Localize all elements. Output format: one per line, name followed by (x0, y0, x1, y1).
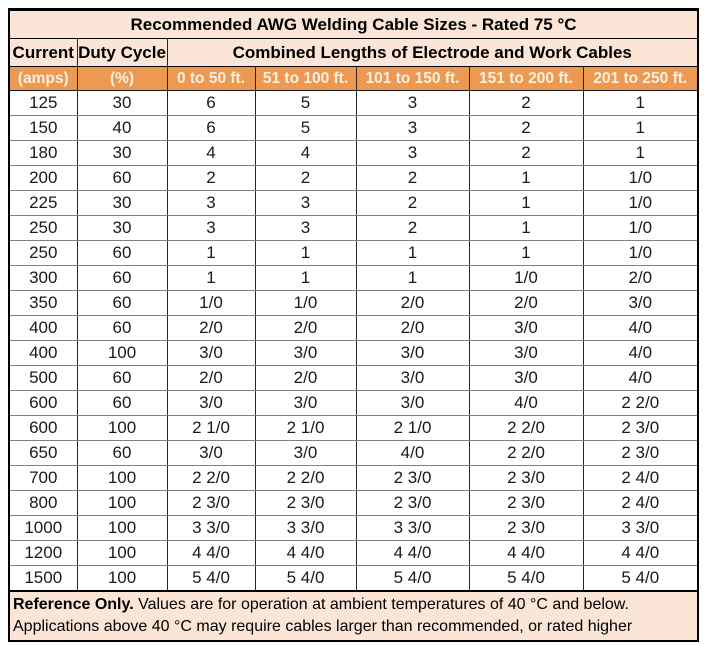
table-cell: 6 (167, 91, 255, 116)
table-row (10, 266, 697, 291)
table-cell: 1 (356, 266, 469, 291)
table-cell: 1/0 (469, 266, 583, 291)
table-cell: 2 3/0 (356, 491, 469, 516)
table-cell: 60 (77, 291, 167, 316)
table-cell: 1/0 (583, 241, 697, 266)
table-cell: 250 (10, 241, 77, 266)
col-header-duty-cycle: Duty Cycle (77, 39, 167, 67)
table-cell: 60 (77, 316, 167, 341)
table-cell: 2 1/0 (167, 416, 255, 441)
table-cell: 1 (167, 266, 255, 291)
table-row (10, 216, 697, 241)
table-row (10, 116, 697, 141)
table-row (10, 466, 697, 491)
table-cell: 4/0 (469, 391, 583, 416)
table-cell: 3 (255, 191, 356, 216)
table-cell: 100 (77, 541, 167, 566)
group-header-row (10, 39, 697, 67)
table-cell: 1000 (10, 516, 77, 541)
table-cell: 1/0 (167, 291, 255, 316)
table-cell: 2/0 (167, 316, 255, 341)
table-cell: 150 (10, 116, 77, 141)
table-cell: 1 (469, 216, 583, 241)
table-cell: 2/0 (255, 316, 356, 341)
table-cell: 1 (583, 116, 697, 141)
table-cell: 1 (469, 241, 583, 266)
table-cell: 2/0 (255, 366, 356, 391)
table-cell: 2 (469, 141, 583, 166)
table-row (10, 191, 697, 216)
table-cell: 2 3/0 (167, 491, 255, 516)
table-cell: 2 3/0 (356, 466, 469, 491)
table-cell: 1500 (10, 566, 77, 591)
unit-header-0-50ft: 0 to 50 ft. (167, 67, 255, 91)
table-cell: 2 (356, 191, 469, 216)
table-cell: 2/0 (583, 266, 697, 291)
footer-line-1 (13, 594, 694, 616)
table-cell: 2 3/0 (469, 516, 583, 541)
unit-header-151-200ft: 151 to 200 ft. (469, 67, 583, 91)
table-row (10, 341, 697, 366)
table-cell: 3 3/0 (167, 516, 255, 541)
table-row (10, 391, 697, 416)
table-cell: 2 2/0 (167, 466, 255, 491)
table-cell: 700 (10, 466, 77, 491)
col-header-current: Current (10, 39, 77, 67)
table-row (10, 291, 697, 316)
table-cell: 500 (10, 366, 77, 391)
table-cell: 3/0 (356, 366, 469, 391)
table-cell: 2/0 (469, 291, 583, 316)
table-row (10, 441, 697, 466)
table-cell: 2 (469, 116, 583, 141)
table-cell: 5 (255, 91, 356, 116)
table-cell: 2 1/0 (255, 416, 356, 441)
table-cell: 400 (10, 316, 77, 341)
table-cell: 2 3/0 (583, 441, 697, 466)
table-cell: 2/0 (167, 366, 255, 391)
table-cell: 100 (77, 516, 167, 541)
table-cell: 3/0 (469, 366, 583, 391)
table-cell: 1200 (10, 541, 77, 566)
table-cell: 250 (10, 216, 77, 241)
table-cell: 1 (469, 166, 583, 191)
table-cell: 60 (77, 391, 167, 416)
table-cell: 3 (356, 116, 469, 141)
table-cell: 800 (10, 491, 77, 516)
table-cell: 30 (77, 191, 167, 216)
table-cell: 1 (167, 241, 255, 266)
table-cell: 225 (10, 191, 77, 216)
footer-note (10, 590, 697, 640)
table-cell: 4/0 (583, 316, 697, 341)
table-cell: 3/0 (469, 316, 583, 341)
footer-line-1-text: Values are for operation at ambient temperatures of 40 °C and below. (133, 596, 629, 613)
table-cell: 3/0 (356, 391, 469, 416)
table-cell: 125 (10, 91, 77, 116)
table-cell: 2 1/0 (356, 416, 469, 441)
table-cell: 3 (356, 91, 469, 116)
table-cell: 3/0 (255, 441, 356, 466)
table-cell: 60 (77, 441, 167, 466)
table-cell: 3 (356, 141, 469, 166)
table-cell: 4 4/0 (356, 541, 469, 566)
table-cell: 2 3/0 (255, 491, 356, 516)
table-row (10, 366, 697, 391)
table-cell: 1/0 (583, 191, 697, 216)
unit-header-51-100ft: 51 to 100 ft. (255, 67, 356, 91)
table-cell: 3 3/0 (583, 516, 697, 541)
table-cell: 3/0 (167, 391, 255, 416)
table-cell: 60 (77, 241, 167, 266)
table-cell: 1 (583, 141, 697, 166)
table-cell: 1 (469, 191, 583, 216)
table-cell: 3/0 (356, 341, 469, 366)
table-cell: 40 (77, 116, 167, 141)
table-cell: 2 3/0 (469, 491, 583, 516)
table-cell: 5 4/0 (469, 566, 583, 591)
table-cell: 350 (10, 291, 77, 316)
table-row (10, 316, 697, 341)
table-cell: 4/0 (583, 366, 697, 391)
table-cell: 300 (10, 266, 77, 291)
table-cell: 5 4/0 (583, 566, 697, 591)
table-cell: 2 2/0 (583, 391, 697, 416)
table-cell: 200 (10, 166, 77, 191)
table-cell: 2 3/0 (469, 466, 583, 491)
table-cell: 2 (356, 216, 469, 241)
table-cell: 4 (255, 141, 356, 166)
table-cell: 2 (167, 166, 255, 191)
table-cell: 2 2/0 (255, 466, 356, 491)
table-cell: 5 4/0 (255, 566, 356, 591)
footer-bold-prefix: Reference Only. (13, 596, 134, 613)
table-cell: 1 (255, 266, 356, 291)
table-row (10, 166, 697, 191)
table-row (10, 241, 697, 266)
table-cell: 60 (77, 266, 167, 291)
table-cell: 1 (583, 91, 697, 116)
table-cell: 3/0 (255, 341, 356, 366)
table-cell: 1 (356, 241, 469, 266)
table-cell: 1 (255, 241, 356, 266)
footer-line-2: Applications above 40 °C may require cables larger than recommended, or rated higher (13, 618, 633, 635)
table-cell: 5 (255, 116, 356, 141)
table-cell: 2 4/0 (583, 491, 697, 516)
welding-cable-table-panel (8, 8, 699, 642)
table-cell: 60 (77, 166, 167, 191)
table-row (10, 491, 697, 516)
table-cell: 4/0 (356, 441, 469, 466)
table-cell: 600 (10, 416, 77, 441)
table-cell: 5 4/0 (167, 566, 255, 591)
table-cell: 3/0 (167, 341, 255, 366)
unit-header-row (10, 67, 697, 91)
table-cell: 3 3/0 (255, 516, 356, 541)
table-cell: 30 (77, 141, 167, 166)
table-cell: 1/0 (583, 216, 697, 241)
table-row (10, 91, 697, 116)
table-cell: 4 4/0 (167, 541, 255, 566)
unit-header-101-150ft: 101 to 150 ft. (356, 67, 469, 91)
table-cell: 2/0 (356, 316, 469, 341)
table-cell: 2/0 (356, 291, 469, 316)
table-cell: 3/0 (255, 391, 356, 416)
table-cell: 30 (77, 216, 167, 241)
table-cell: 60 (77, 366, 167, 391)
table-cell: 1/0 (583, 166, 697, 191)
table-cell: 3 3/0 (356, 516, 469, 541)
table-cell: 2 2/0 (469, 441, 583, 466)
table-cell: 4/0 (583, 341, 697, 366)
table-row (10, 416, 697, 441)
table-cell: 4 4/0 (255, 541, 356, 566)
table-cell: 3 (167, 191, 255, 216)
table-row (10, 566, 697, 591)
unit-header-201-250ft: 201 to 250 ft. (583, 67, 697, 91)
table-cell: 4 (167, 141, 255, 166)
table-cell: 2 3/0 (583, 416, 697, 441)
table-cell: 30 (77, 91, 167, 116)
unit-header-percent: (%) (77, 67, 167, 91)
table-cell: 5 4/0 (356, 566, 469, 591)
table-cell: 6 (167, 116, 255, 141)
table-cell: 100 (77, 466, 167, 491)
col-header-combined-lengths: Combined Lengths of Electrode and Work Cables (167, 39, 697, 67)
table-cell: 2 4/0 (583, 466, 697, 491)
table-cell: 2 (356, 166, 469, 191)
table-cell: 4 4/0 (583, 541, 697, 566)
table-cell: 100 (77, 341, 167, 366)
table-cell: 400 (10, 341, 77, 366)
table-cell: 600 (10, 391, 77, 416)
table-title: Recommended AWG Welding Cable Sizes - Rated 75 °C (10, 11, 697, 39)
table-body (10, 91, 697, 591)
unit-header-amps: (amps) (10, 67, 77, 91)
table-cell: 2 (255, 166, 356, 191)
table-cell: 180 (10, 141, 77, 166)
table-cell: 3/0 (469, 341, 583, 366)
table-row (10, 141, 697, 166)
table-cell: 2 2/0 (469, 416, 583, 441)
table-cell: 100 (77, 416, 167, 441)
table-cell: 650 (10, 441, 77, 466)
table-cell: 2 (469, 91, 583, 116)
welding-cable-table (10, 11, 697, 590)
table-cell: 3 (167, 216, 255, 241)
title-row (10, 11, 697, 39)
table-cell: 100 (77, 566, 167, 591)
table-cell: 100 (77, 491, 167, 516)
table-cell: 3/0 (583, 291, 697, 316)
table-row (10, 541, 697, 566)
table-row (10, 516, 697, 541)
table-cell: 3 (255, 216, 356, 241)
table-cell: 3/0 (167, 441, 255, 466)
table-cell: 1/0 (255, 291, 356, 316)
table-cell: 4 4/0 (469, 541, 583, 566)
